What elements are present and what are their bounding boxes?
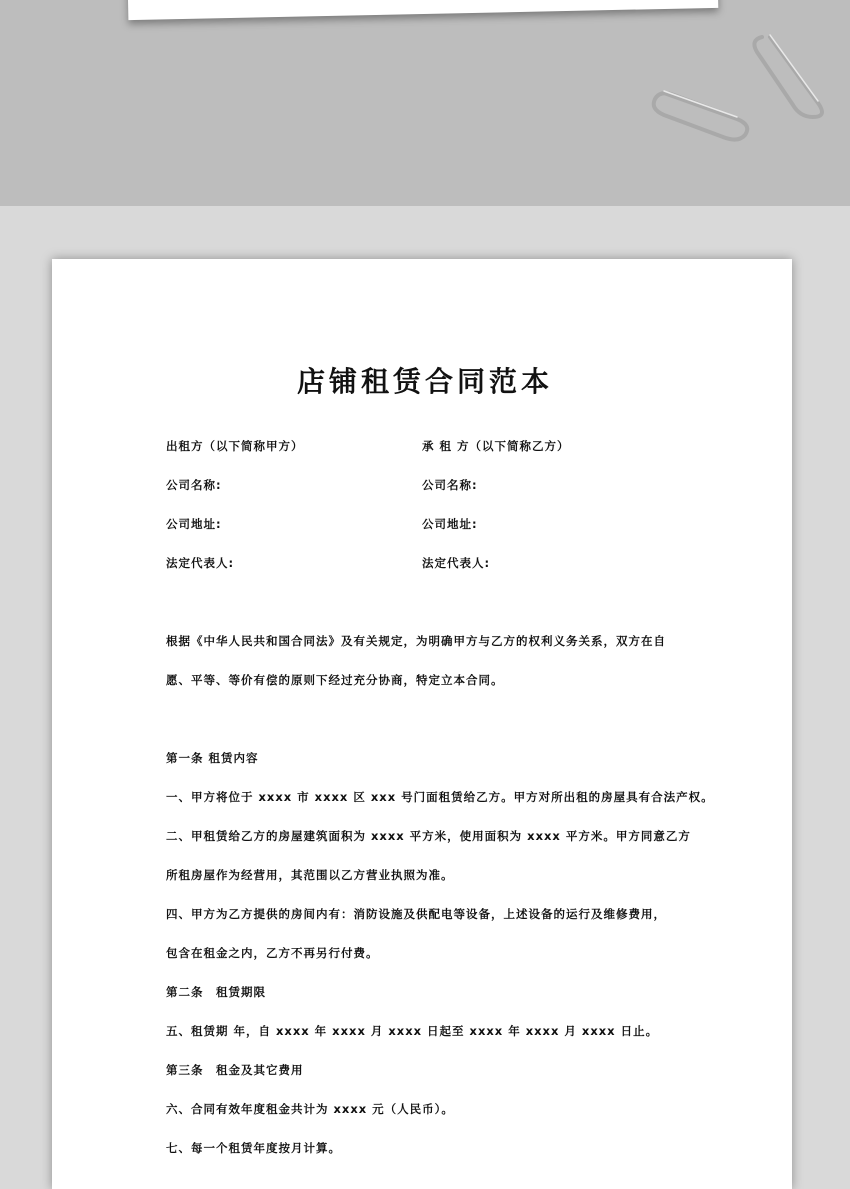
- clause-line: 六、合同有效年度租金共计为 xxxx 元（人民币）。: [166, 1102, 454, 1116]
- clause-line: 五、租赁期 年，自 xxxx 年 xxxx 月 xxxx 日起至 xxxx 年 xxxx 月 xxxx 日止。: [166, 1024, 659, 1038]
- clause-line: 二、甲租赁给乙方的房屋建筑面积为 xxxx 平方米，使用面积为 xxxx 平方米。甲方同意乙方: [166, 829, 691, 843]
- clause-line: 所租房屋作为经营用，其范围以乙方营业执照为准。: [166, 868, 454, 882]
- party-a-legal-rep: 法定代表人:: [166, 556, 235, 570]
- paperclip-icon: [0, 0, 850, 206]
- clause-line: 七、每一个租赁年度按月计算。: [166, 1141, 341, 1155]
- background-top: [0, 0, 850, 206]
- party-b-company-address: 公司地址:: [422, 517, 478, 531]
- clause-line: 一、甲方将位于 xxxx 市 xxxx 区 xxx 号门面租赁给乙方。甲方对所出租的房屋具有合法产权。: [166, 790, 714, 804]
- party-a-company-name: 公司名称:: [166, 478, 222, 492]
- preamble-line: 根据《中华人民共和国合同法》及有关规定，为明确甲方与乙方的权利义务关系，双方在自: [166, 634, 666, 648]
- party-b-legal-rep: 法定代表人:: [422, 556, 491, 570]
- clause-line: 包含在租金之内，乙方不再另行付费。: [166, 946, 379, 960]
- clause-line: 四、甲方为乙方提供的房间内有：消防设施及供配电等设备，上述设备的运行及维修费用，: [166, 907, 666, 921]
- party-b-heading: 承 租 方（以下简称乙方）: [422, 439, 570, 453]
- article-heading: 第二条 租赁期限: [166, 985, 266, 999]
- document-title: 店铺租赁合同范本: [296, 365, 553, 398]
- preamble-line: 愿、平等、等价有偿的原则下经过充分协商，特定立本合同。: [166, 673, 504, 687]
- party-b-company-name: 公司名称:: [422, 478, 478, 492]
- party-a-company-address: 公司地址:: [166, 517, 222, 531]
- article-heading: 第三条 租金及其它费用: [166, 1063, 304, 1077]
- article-heading: 第一条 租赁内容: [166, 751, 259, 765]
- party-a-heading: 出租方（以下简称甲方）: [166, 439, 304, 453]
